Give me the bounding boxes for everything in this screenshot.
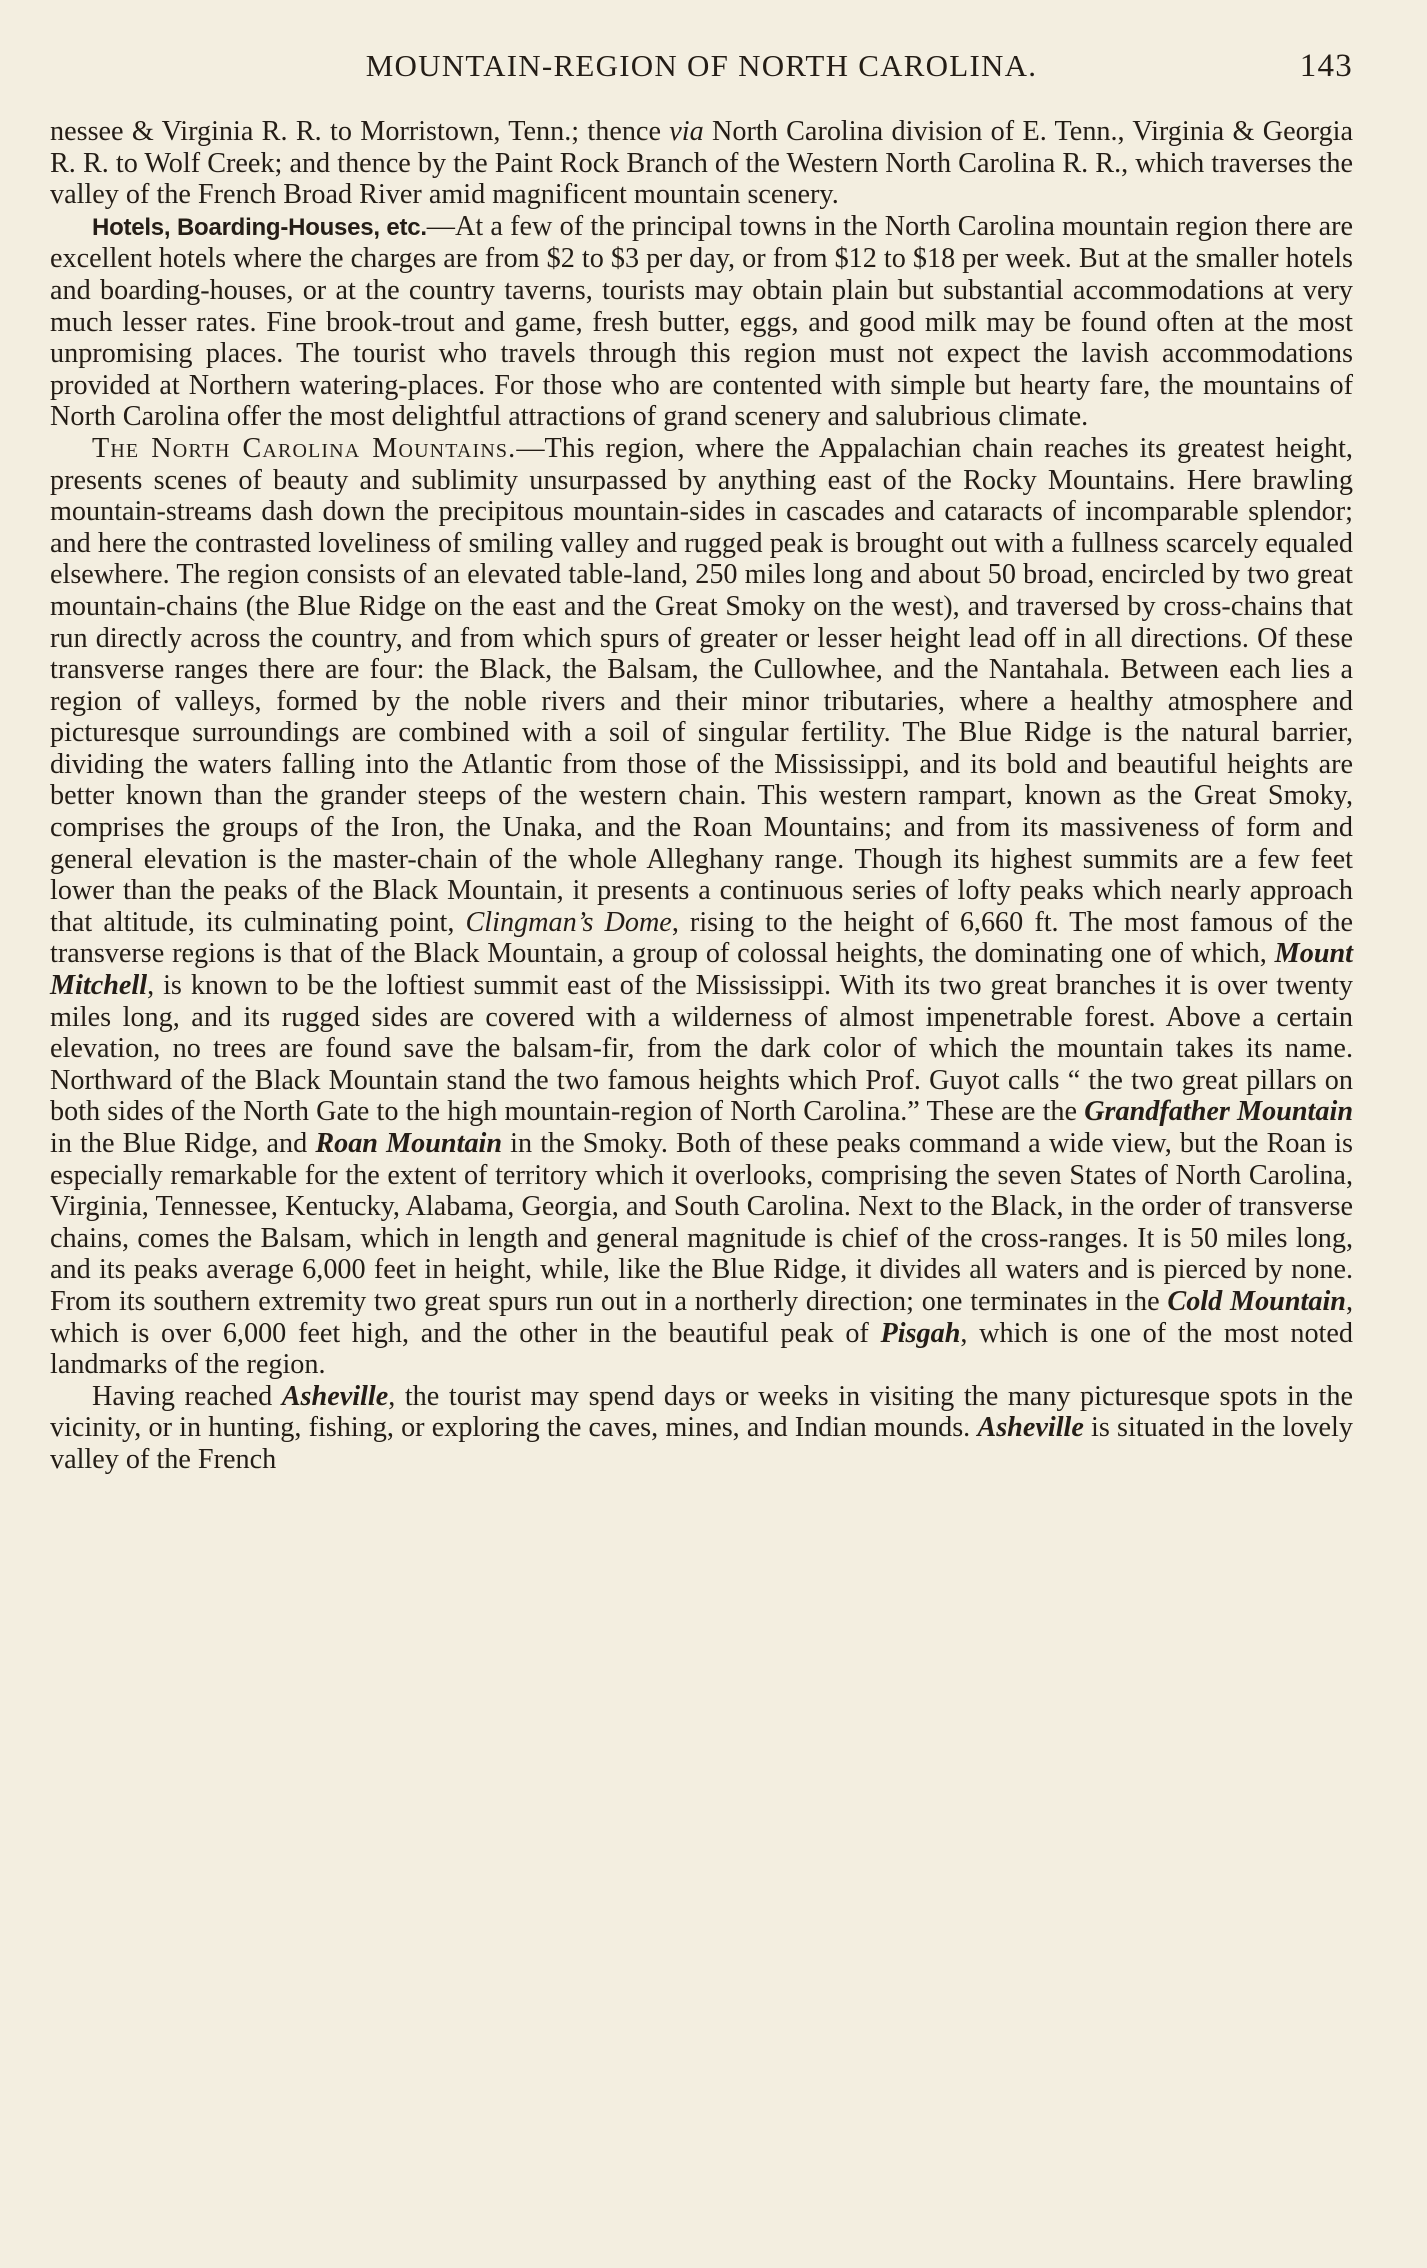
text-run: , rising to the height of 6,660 ft. The most famous of the transverse regions is that of the Black Mountain, a group of colossal heights, the dominating one of which, [50,906,1353,970]
text-run: in the Smoky. Both of these peaks command a wide view, but the Roan is especially remarkable for the extent of territory which it overlooks, comprising the seven States of North Carolina, Virginia, Tennessee, Kentucky, Alabama, Georgia, and South Carolina. Next to the Black, in the order of transverse chains, comes the Balsam, which in length and general magnitude is chief of the cross-ranges. It is 50 miles long, and its peaks average 6,000 feet in height, while, like the Blue Ridge, it divides all waters and is pierced by none. From its southern extremity two great spurs run out in a northerly direction; one terminates in the [50,1128,1353,1317]
italic-place-name: Cold Mountain [1167,1285,1346,1317]
italic-place-name: Asheville [977,1412,1084,1444]
paragraph-route-continued [50,116,1353,211]
running-head [50,42,1353,92]
running-head-title: MOUNTAIN-REGION OF NORTH CAROLINA. [365,48,1038,83]
body-text [50,116,1353,1476]
italic-place-name: Roan Mountain [315,1128,503,1159]
text-run: in the Blue Ridge, and [50,1128,316,1159]
text-run: Having reached [92,1380,282,1412]
italic-place-name: Pisgah [880,1317,961,1349]
italic-place-name: Grandfather Mountain [1084,1096,1353,1128]
paragraph-mountains [50,433,1353,1381]
italic-term: via [669,116,704,147]
text-run: North Carolina division of E. Tenn., Virginia & Georgia R. R. to Wolf Creek; and thence by the Paint Rock Branch of the Western North Carolina R. R., which traverses the valley of the French Broad River amid magnificent mountain scenery. [50,116,1353,211]
page-number: 143 [1299,48,1353,84]
text-run: —At a few of the principal towns in the North Carolina mountain region there are excellent hotels where the charges are from $2 to $3 per day, or from $12 to $18 per week. But at the smaller hotels and boarding-houses, or at the country taverns, tourists may obtain plain but substantial accommodations at very much lesser rates. Fine brook-trout and game, fresh butter, eggs, and good milk may be found often at the most unpromising places. The tourist who travels through this region must not expect the lavish accommodations provided at Northern watering-places. For those who are contented with simple but hearty fare, the mountains of North Carolina offer the most delightful attractions of grand scenery and salubrious climate. [50,210,1353,433]
italic-place-name: Mount Mitchell [50,938,1353,1002]
section-heading-mountains: The North Carolina Mountains. [92,432,517,464]
text-run: —This region, where the Appalachian chain reaches its greatest height, presents scenes of beauty and sublimity unsurpassed by anything east of the Rocky Mountains. Here brawling mountain-streams dash down the precipitous mountain-sides in cascades and cataracts of incomparable splendor; and here the contrasted loveliness of smiling valley and rugged peak is brought out with a fullness scarcely equaled elsewhere. The region consists of an elevated table-land, 250 miles long and about 50 broad, encircled by two great mountain-chains (the Blue Ridge on the east and the Great Smoky on the west), and traversed by cross-chains that run directly across the country, and from which spurs of greater or lesser height lead off in all directions. Of these transverse ranges there are four: the Black, the Balsam, the Cullowhee, and the Nantahala. Between each lies a region of valleys, formed by the noble rivers and their minor tributaries, where a healthy atmosphere and picturesque surroundings are combined with a soil of singular fertility. The Blue Ridge is the natural barrier, dividing the waters falling into the Atlantic from those of the Mississippi, and its bold and beautiful heights are better known than the grander steeps of the western chain. This western rampart, known as the Great Smoky, comprises the groups of the Iron, the Unaka, and the Roan Mountains; and from its massiveness of form and general elevation is the master-chain of the whole Alleghany range. Though its highest summits are a few feet lower than the peaks of the Black Mountain, it presents a continuous series of lofty peaks which nearly approach that altitude, its culminating point, [50,432,1353,938]
section-heading-hotels: Hotels, Boarding-Houses, etc. [92,213,427,241]
text-run: , which is over 6,000 feet high, and the other in the beautiful peak of [50,1285,1354,1349]
text-run: nessee & Virginia R. R. to Morristown, Tenn.; thence [50,116,670,147]
italic-place-name: Clingman’s Dome [465,906,672,938]
paragraph-hotels [50,211,1353,433]
paragraph-asheville [50,1381,1353,1476]
text-run: , which is one of the most noted landmarks of the region. [50,1317,1353,1381]
text-run: , is known to be the loftiest summit east of the Mississippi. With its two great branches it is over twenty miles long, and its rugged sides are covered with a wilderness of almost impenetrable forest. Above a certain elevation, no trees are found save the balsam-fir, from the dark color of which the mountain takes its name. Northward of the Black Mountain stand the two famous heights which Prof. Guyot calls “ the two great pillars on both sides of the North Gate to the high mountain-region of North Carolina.” These are the [50,970,1353,1128]
italic-place-name: Asheville [281,1380,389,1412]
text-run: is situated in the lovely valley of the French [50,1412,1353,1475]
text-run: , the tourist may spend days or weeks in visiting the many picturesque spots in the vicinity, or in hunting, fishing, or exploring the caves, mines, and Indian mounds. [50,1380,1353,1444]
